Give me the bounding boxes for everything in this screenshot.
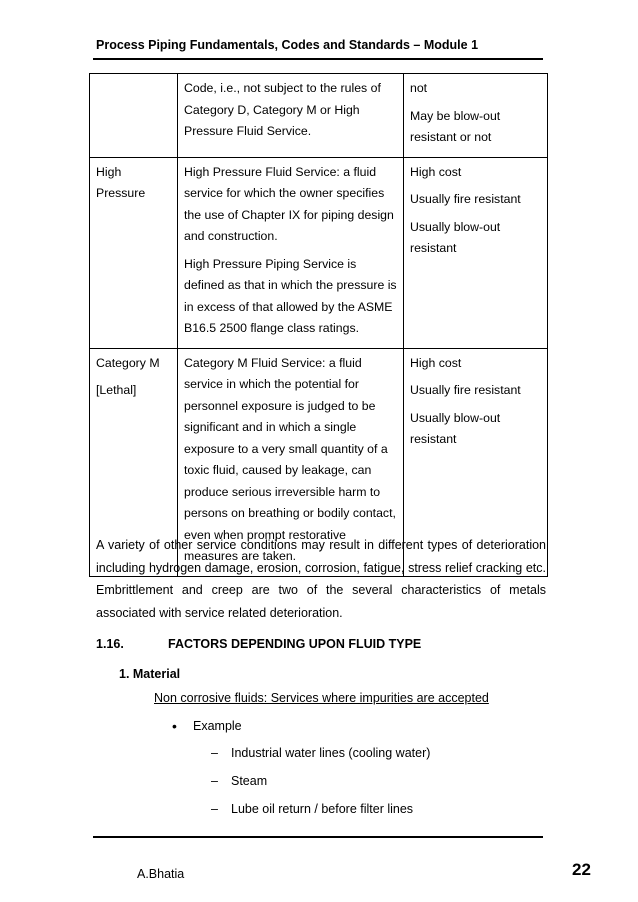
table-row bbox=[90, 157, 548, 348]
bullet-item: Example bbox=[193, 719, 242, 733]
category-text: High Pressure bbox=[96, 164, 146, 200]
category-cell bbox=[90, 157, 178, 348]
body-paragraph: A variety of other service conditions may result in different types of deterioration including hydrogen damage, erosion, corrosion, fatigue, stress relief cracking etc. Embrittlement and creep are two of the several characteristics of metals associated with service related deterioration. bbox=[96, 538, 546, 620]
note-text: Usually blow-out resistant bbox=[410, 410, 501, 446]
footer-rule bbox=[93, 836, 543, 838]
note-text: High cost bbox=[410, 355, 462, 370]
definition-cell bbox=[178, 157, 404, 348]
definition-text: Code, i.e., not subject to the rules of Category D, Category M or High Pressure Fluid Service. bbox=[184, 81, 381, 138]
category-cell bbox=[90, 74, 178, 158]
definition-text: Category M Fluid Service: a fluid service in which the potential for personnel exposure is judged to be significant and in which a single exposure to a very small quantity of a toxic fluid, caused by leakage, can produce serious irreversible harm to persons on breathing or bodily contact, even when prompt restorative measures are taken. bbox=[184, 355, 396, 563]
category-text: Category M bbox=[96, 355, 160, 370]
header-rule bbox=[93, 58, 543, 60]
dash-icon: – bbox=[211, 774, 218, 788]
section-number: 1.16. bbox=[96, 637, 124, 651]
notes-cell bbox=[404, 74, 548, 158]
page-header-title: Process Piping Fundamentals, Codes and Standards – Module 1 bbox=[96, 38, 479, 52]
footer-author: A.Bhatia bbox=[137, 867, 185, 881]
note-text: May be blow-out resistant or not bbox=[410, 108, 501, 144]
definition-text: High Pressure Fluid Service: a fluid service for which the owner specifies the use of Chapter IX for piping design and construction. bbox=[184, 164, 394, 243]
dash-icon: – bbox=[211, 746, 218, 760]
bullet-icon: • bbox=[172, 718, 177, 734]
service-table bbox=[89, 73, 548, 577]
notes-cell bbox=[404, 157, 548, 348]
note-text: High cost bbox=[410, 164, 462, 179]
section-title: FACTORS DEPENDING UPON FLUID TYPE bbox=[168, 637, 422, 651]
page-number: 22 bbox=[572, 860, 591, 879]
subheading: Non corrosive fluids: Services where impurities are accepted bbox=[154, 691, 489, 705]
note-text: Usually blow-out resistant bbox=[410, 219, 501, 255]
list-item-material: 1. Material bbox=[119, 667, 181, 681]
list-item: Lube oil return / before filter lines bbox=[231, 802, 414, 816]
definition-text: High Pressure Piping Service is defined as that in which the pressure is in excess of that allowed by the ASME B16.5 2500 flange class ratings. bbox=[184, 256, 397, 335]
definition-cell bbox=[178, 74, 404, 158]
dash-icon: – bbox=[211, 802, 218, 816]
note-text: Usually fire resistant bbox=[410, 383, 521, 397]
table-row bbox=[90, 74, 548, 158]
note-text: Usually fire resistant bbox=[410, 192, 521, 206]
list-item: Steam bbox=[231, 774, 268, 788]
category-text: [Lethal] bbox=[96, 383, 137, 397]
note-text: not bbox=[410, 81, 428, 95]
list-item: Industrial water lines (cooling water) bbox=[231, 746, 431, 760]
